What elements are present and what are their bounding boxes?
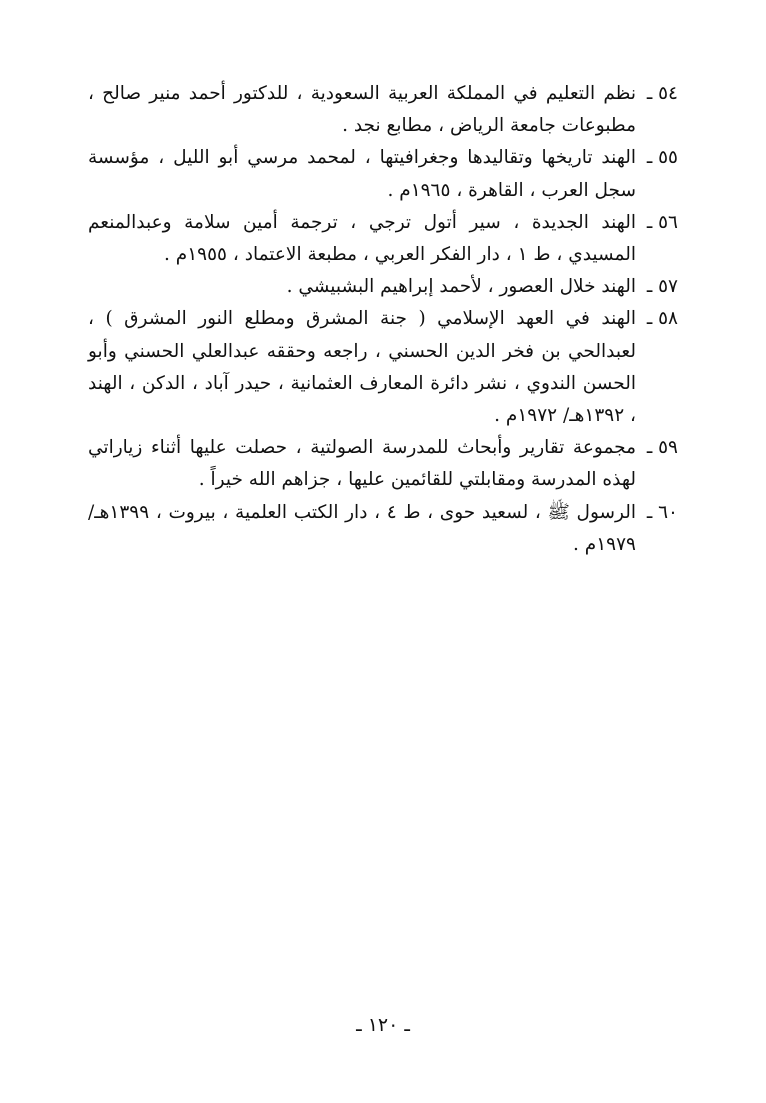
bibliography-entry [88, 432, 678, 496]
entry-number: ٥٥ ـ [646, 147, 678, 169]
entry-text: الهند في العهد الإسلامي ( جنة المشرق ومطلع النور المشرق ) ، لعبدالحي بن فخر الدين الحسني ، راجعه وحققه عبدالعلي الحسني وأبو الحسن الندوي ، نشر دائرة المعارف العثمانية ، حيدر آباد ، الدكن ، الهند ، ١٣٩٢هـ/ ١٩٧٢م . [88, 308, 636, 427]
entry-number: ٥٦ ـ [646, 211, 678, 233]
page-number: ـ ١٢٠ ـ [356, 1014, 410, 1036]
entry-number: ٥٤ ـ [646, 83, 678, 104]
entry-text: الرسول ﷺ ، لسعيد حوى ، ط ٤ ، دار الكتب العلمية ، بيروت ، ١٣٩٩هـ/ ١٩٧٩م . [88, 501, 636, 555]
bibliography-entry [88, 207, 678, 271]
entry-number: ٥٩ ـ [646, 437, 678, 459]
bibliography-entry [88, 78, 678, 142]
bibliography-entry [88, 271, 678, 303]
entry-text: نظم التعليم في المملكة العربية السعودية ، للدكتور أحمد منير صالح ، مطبوعات جامعة الرياض ، مطابع نجد . [88, 83, 636, 137]
entry-text: مجموعة تقارير وأبحاث للمدرسة الصولتية ، حصلت عليها أثناء زياراتي لهذه المدرسة ومقابلتي للقائمين عليها ، جزاهم الله خيراً . [88, 437, 636, 491]
entry-number: ٥٧ ـ [646, 276, 678, 298]
bibliography-entry [88, 303, 678, 432]
entry-number: ٦٠ ـ [646, 501, 678, 523]
bibliography-entry [88, 497, 678, 561]
entry-text: الهند الجديدة ، سير أتول ترجي ، ترجمة أمين سلامة وعبدالمنعم المسيدي ، ط ١ ، دار الفكر العربي ، مطبعة الاعتماد ، ١٩٥٥م . [88, 211, 636, 266]
bibliography-list [88, 78, 678, 561]
entry-text: الهند خلال العصور ، لأحمد إبراهيم البشبيشي . [286, 276, 636, 298]
entry-text: الهند تاريخها وتقاليدها وجغرافيتها ، لمحمد مرسي أبو الليل ، مؤسسة سجل العرب ، القاهرة ، ١٩٦٥م . [88, 147, 636, 201]
entry-number: ٥٨ ـ [646, 308, 678, 330]
bibliography-entry [88, 142, 678, 206]
